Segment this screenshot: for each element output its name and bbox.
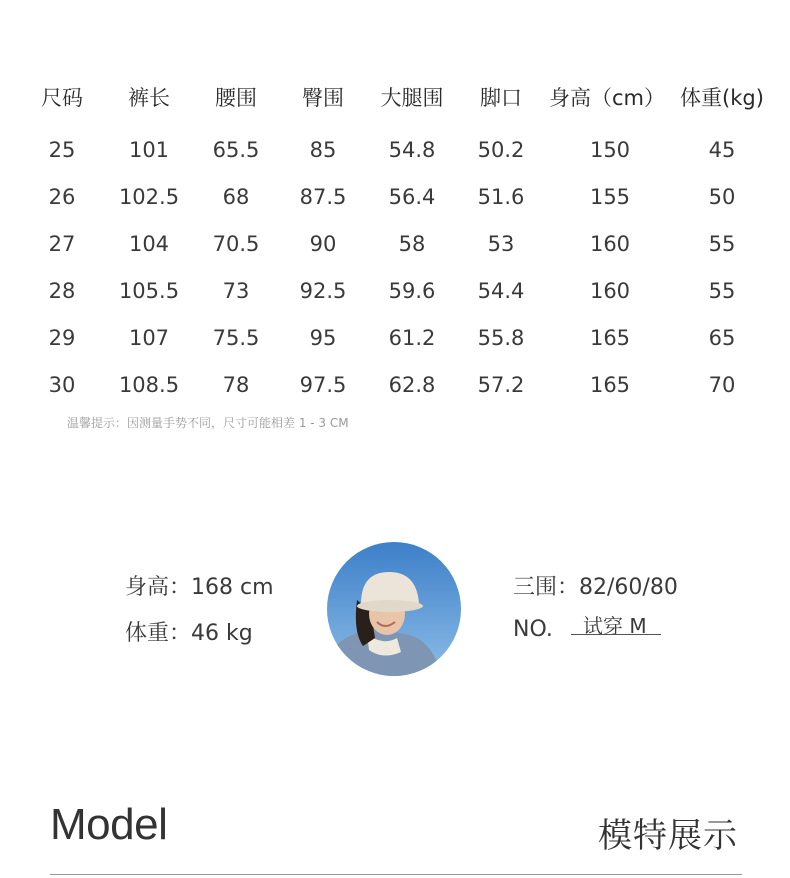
table-cell: 27 xyxy=(48,232,76,256)
model-measurements-label: 三围： xyxy=(513,575,580,600)
table-cell: 90 xyxy=(309,232,337,256)
table-header-hip: 臀围 xyxy=(302,86,344,110)
table-cell: 101 xyxy=(128,138,170,162)
table-cell: 65 xyxy=(708,326,736,350)
size-table xyxy=(0,0,790,400)
table-header-weight: 体重(kg) xyxy=(680,86,764,110)
underline xyxy=(571,634,661,635)
table-cell: 150 xyxy=(589,138,631,162)
table-header-thigh: 大腿围 xyxy=(380,86,444,110)
try-on-size: 试穿 M xyxy=(583,614,647,638)
model-height-label: 身高： xyxy=(125,575,192,600)
table-cell: 85 xyxy=(309,138,337,162)
model-measurements-value: 82/60/80 xyxy=(579,575,678,600)
table-cell: 73 xyxy=(222,279,250,303)
table-cell: 51.6 xyxy=(477,185,525,209)
table-cell: 78 xyxy=(222,373,250,397)
table-cell: 95 xyxy=(309,326,337,350)
table-cell: 70.5 xyxy=(212,232,260,256)
table-cell: 70 xyxy=(708,373,736,397)
table-cell: 75.5 xyxy=(212,326,260,350)
model-photo xyxy=(327,542,461,676)
table-cell: 58 xyxy=(398,232,426,256)
table-cell: 53 xyxy=(487,232,515,256)
model-weight xyxy=(125,616,253,647)
section-title-cn: 模特展示 xyxy=(598,816,738,856)
model-measurements xyxy=(513,570,678,601)
table-cell: 45 xyxy=(708,138,736,162)
table-cell: 107 xyxy=(128,326,170,350)
table-cell: 50.2 xyxy=(477,138,525,162)
table-cell: 62.8 xyxy=(388,373,436,397)
table-cell: 25 xyxy=(48,138,76,162)
table-cell: 55 xyxy=(708,232,736,256)
table-cell: 155 xyxy=(589,185,631,209)
table-cell: 102.5 xyxy=(118,185,180,209)
model-info xyxy=(0,530,790,690)
model-weight-label: 体重： xyxy=(125,621,192,646)
table-cell: 165 xyxy=(589,373,631,397)
model-height xyxy=(125,570,274,601)
model-no-label: NO. xyxy=(513,617,553,642)
table-cell: 54.8 xyxy=(388,138,436,162)
table-cell: 104 xyxy=(128,232,170,256)
table-cell: 160 xyxy=(589,232,631,256)
footer xyxy=(0,780,790,878)
table-cell: 29 xyxy=(48,326,76,350)
table-cell: 87.5 xyxy=(299,185,347,209)
measurement-note: 温馨提示：因测量手势不同，尺寸可能相差 1 - 3 CM xyxy=(67,416,349,430)
table-cell: 65.5 xyxy=(212,138,260,162)
table-cell: 105.5 xyxy=(118,279,180,303)
table-cell: 108.5 xyxy=(118,373,180,397)
section-title-en: Model xyxy=(50,800,168,849)
table-cell: 28 xyxy=(48,279,76,303)
table-cell: 50 xyxy=(708,185,736,209)
table-cell: 55 xyxy=(708,279,736,303)
model-height-value: 168 cm xyxy=(191,575,274,600)
table-cell: 165 xyxy=(589,326,631,350)
table-cell: 56.4 xyxy=(388,185,436,209)
table-cell: 160 xyxy=(589,279,631,303)
table-cell: 97.5 xyxy=(299,373,347,397)
table-cell: 26 xyxy=(48,185,76,209)
table-header-waist: 腰围 xyxy=(215,86,257,110)
table-header-height: 身高（cm） xyxy=(548,86,666,110)
table-cell: 54.4 xyxy=(477,279,525,303)
table-header-hem: 脚口 xyxy=(480,86,522,110)
table-header-length: 裤长 xyxy=(128,86,170,110)
table-cell: 57.2 xyxy=(477,373,525,397)
divider xyxy=(50,874,742,875)
table-header-size: 尺码 xyxy=(41,86,83,110)
table-cell: 55.8 xyxy=(477,326,525,350)
table-cell: 30 xyxy=(48,373,76,397)
table-cell: 92.5 xyxy=(299,279,347,303)
table-cell: 61.2 xyxy=(388,326,436,350)
table-cell: 59.6 xyxy=(388,279,436,303)
model-weight-value: 46 kg xyxy=(191,621,253,646)
table-cell: 68 xyxy=(222,185,250,209)
